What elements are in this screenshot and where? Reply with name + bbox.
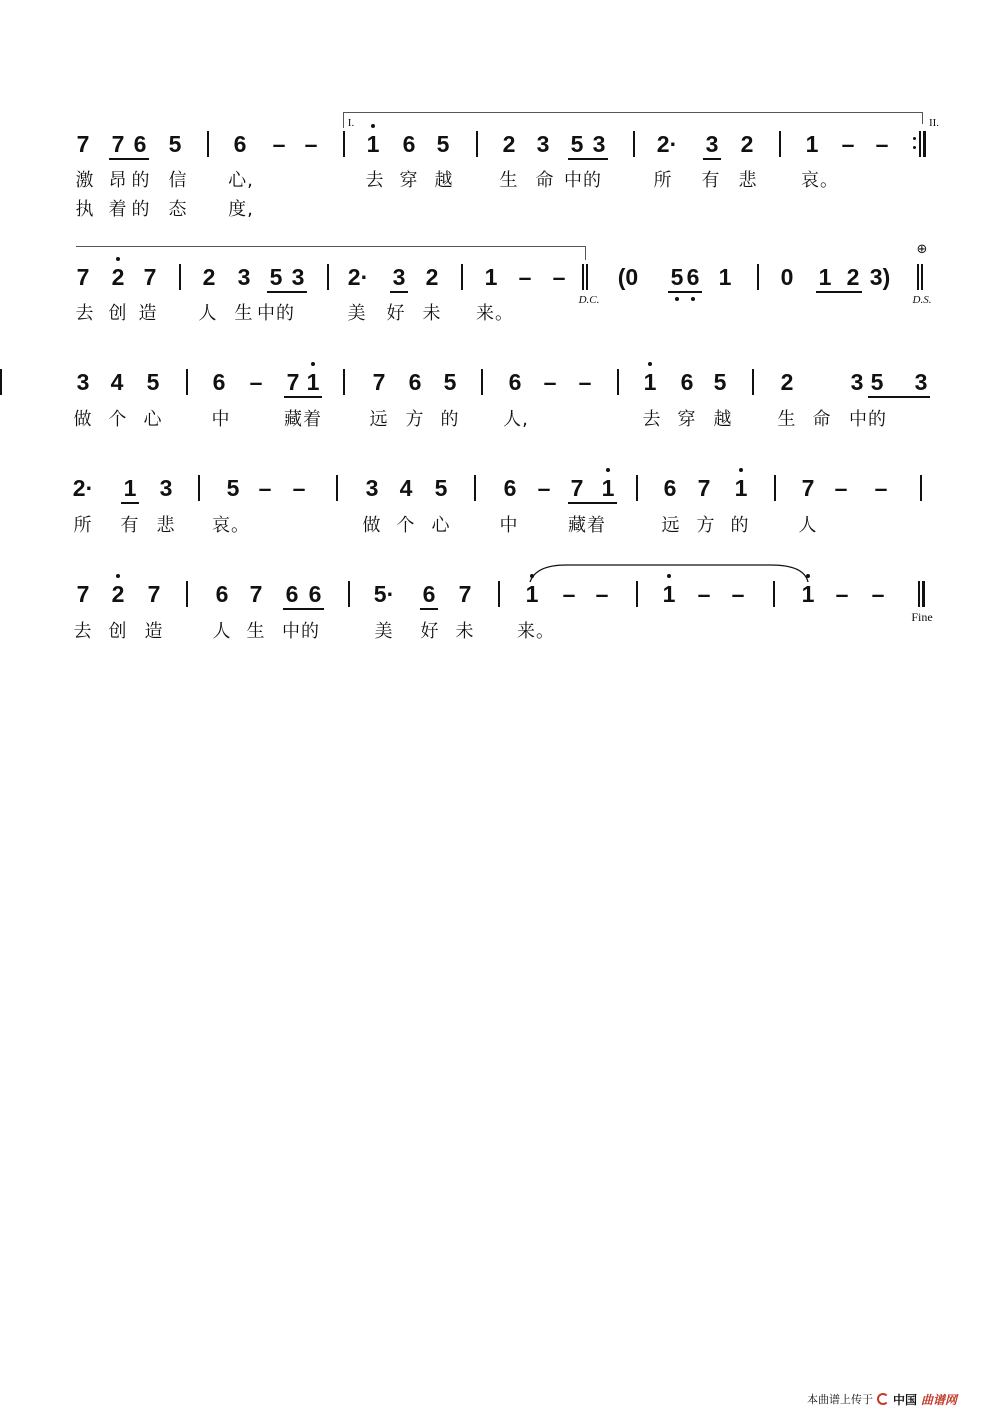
- lyric-syllable: 命: [535, 170, 555, 191]
- note: 1: [818, 264, 832, 290]
- note: –: [595, 581, 609, 607]
- note: 5·: [373, 581, 395, 607]
- note: –: [834, 475, 848, 501]
- lyric-syllable: 藏着: [568, 515, 606, 536]
- lyric-syllable: 来。: [476, 303, 514, 324]
- barline: [779, 131, 781, 157]
- note: –: [258, 475, 272, 501]
- note: 6: [233, 131, 247, 157]
- barline: [636, 475, 638, 501]
- barline: [343, 369, 345, 395]
- eighth-underline: [390, 291, 408, 293]
- octave-high-dot: [311, 362, 315, 366]
- eighth-underline: [668, 291, 702, 293]
- ds-instruction: D.S.: [912, 294, 932, 306]
- note: 1: [662, 581, 676, 607]
- lyric-syllable: 做: [73, 409, 93, 430]
- note: (0: [617, 264, 639, 290]
- note: 3: [237, 264, 251, 290]
- note: 5: [570, 131, 584, 157]
- note: 5: [226, 475, 240, 501]
- double-barline: [922, 581, 925, 607]
- volta-bracket-tick: [343, 112, 344, 128]
- lyric-syllable: 生: [234, 303, 254, 324]
- note: –: [543, 369, 557, 395]
- eighth-underline: [267, 291, 307, 293]
- lyric-syllable: 的: [440, 409, 460, 430]
- lyric-syllable: 的: [131, 170, 151, 191]
- note: 3: [592, 131, 606, 157]
- lyric-syllable: 有: [120, 515, 140, 536]
- barline: [198, 475, 200, 501]
- octave-high-dot: [606, 468, 610, 472]
- note: 3: [914, 369, 928, 395]
- footer-upload-credit: [807, 1389, 957, 1409]
- lyric-syllable: 度,: [228, 199, 254, 220]
- note: 3): [869, 264, 891, 290]
- lyric-syllable: 的: [730, 515, 750, 536]
- note: 2·: [347, 264, 369, 290]
- lyric-syllable: 人: [198, 303, 218, 324]
- note: 1: [484, 264, 498, 290]
- lyric-syllable: 好: [386, 303, 406, 324]
- dc-instruction: D.C.: [578, 294, 600, 306]
- note: 7: [286, 369, 300, 395]
- barline: [474, 475, 476, 501]
- eighth-underline: [868, 396, 930, 398]
- note: 1: [123, 475, 137, 501]
- note: 3: [392, 264, 406, 290]
- eighth-underline: [568, 158, 608, 160]
- note: 5: [269, 264, 283, 290]
- volta-bracket-tick: [922, 112, 923, 124]
- volta-bracket-line: [343, 112, 923, 113]
- barline: [0, 369, 2, 395]
- note: 6: [503, 475, 517, 501]
- lyric-syllable: 造: [138, 303, 158, 324]
- double-barline: [921, 264, 923, 290]
- note: 5: [870, 369, 884, 395]
- note: 7: [801, 475, 815, 501]
- lyric-syllable: 去: [75, 303, 95, 324]
- note: 2: [425, 264, 439, 290]
- lyric-syllable: 个: [396, 515, 416, 536]
- note: 2·: [656, 131, 678, 157]
- note: 5: [436, 131, 450, 157]
- note: 7: [458, 581, 472, 607]
- eighth-underline: [121, 502, 139, 504]
- lyric-syllable: 中: [211, 409, 231, 430]
- note: 2: [111, 264, 125, 290]
- note: 3: [850, 369, 864, 395]
- footer-text: 本曲谱上传于: [807, 1393, 873, 1406]
- note: 5: [670, 264, 684, 290]
- note: 6: [285, 581, 299, 607]
- note: 2: [502, 131, 516, 157]
- note: 6: [402, 131, 416, 157]
- lyric-syllable: 人: [798, 515, 818, 536]
- lyric-syllable: 去: [365, 170, 385, 191]
- lyric-syllable: 哀。: [801, 170, 839, 191]
- fine-instruction: Fine: [911, 610, 933, 624]
- note: 6: [422, 581, 436, 607]
- note: –: [249, 369, 263, 395]
- coda-sign-icon: ⊕: [916, 242, 928, 257]
- lyric-syllable: 生: [777, 409, 797, 430]
- note: 1: [643, 369, 657, 395]
- lyric-syllable: 态: [168, 199, 188, 220]
- note: 3: [291, 264, 305, 290]
- note: 4: [110, 369, 124, 395]
- barline: [327, 264, 329, 290]
- lyric-syllable: 中的: [257, 303, 295, 324]
- note: 5: [443, 369, 457, 395]
- note: 2·: [72, 475, 94, 501]
- lyric-syllable: 心: [143, 409, 163, 430]
- lyric-syllable: 有: [701, 170, 721, 191]
- note: 7: [372, 369, 386, 395]
- lyric-syllable: 着: [108, 199, 128, 220]
- double-barline: [923, 131, 926, 157]
- note: 1: [306, 369, 320, 395]
- eighth-underline: [420, 608, 438, 610]
- double-barline: [586, 264, 588, 290]
- double-barline: [918, 581, 920, 607]
- lyric-syllable: 好: [420, 621, 440, 642]
- lyric-syllable: 去: [73, 621, 93, 642]
- note: 7: [147, 581, 161, 607]
- note: 5: [434, 475, 448, 501]
- repeat-section-line: [76, 246, 586, 247]
- note: –: [875, 131, 889, 157]
- repeat-section-tick: [585, 246, 586, 260]
- lyric-syllable: 执: [75, 199, 95, 220]
- lyric-syllable: 越: [434, 170, 454, 191]
- barline: [186, 581, 188, 607]
- eighth-underline: [284, 396, 322, 398]
- lyric-syllable: 生: [246, 621, 266, 642]
- octave-high-dot: [739, 468, 743, 472]
- note: 7: [76, 131, 90, 157]
- barline: [186, 369, 188, 395]
- lyric-syllable: 心,: [228, 170, 254, 191]
- note: 1: [525, 581, 539, 607]
- note: 7: [76, 581, 90, 607]
- volta-2-label: II.: [928, 117, 940, 129]
- lyric-syllable: 悲: [156, 515, 176, 536]
- note: –: [874, 475, 888, 501]
- barline: [752, 369, 754, 395]
- octave-low-dot: [675, 297, 679, 301]
- lyric-syllable: 来。: [517, 621, 555, 642]
- lyric-syllable: 藏着: [284, 409, 322, 430]
- note: 5: [168, 131, 182, 157]
- note: 2: [111, 581, 125, 607]
- note: 3: [76, 369, 90, 395]
- note: 7: [76, 264, 90, 290]
- octave-high-dot: [648, 362, 652, 366]
- note: 0: [780, 264, 794, 290]
- double-barline: [582, 264, 584, 290]
- note: –: [272, 131, 286, 157]
- lyric-syllable: 美: [374, 621, 394, 642]
- note: 1: [734, 475, 748, 501]
- note: 7: [111, 131, 125, 157]
- note: –: [518, 264, 532, 290]
- note: 5: [146, 369, 160, 395]
- note: 2: [202, 264, 216, 290]
- lyric-syllable: 心: [431, 515, 451, 536]
- note: 7: [143, 264, 157, 290]
- barline: [774, 475, 776, 501]
- eighth-underline: [109, 158, 149, 160]
- note: 6: [680, 369, 694, 395]
- music-site-logo-icon: [877, 1393, 889, 1405]
- lyric-syllable: 创: [108, 303, 128, 324]
- lyric-syllable: 人: [212, 621, 232, 642]
- note: –: [292, 475, 306, 501]
- note: 6: [686, 264, 700, 290]
- lyric-syllable: 的: [131, 199, 151, 220]
- lyric-syllable: 生: [499, 170, 519, 191]
- note: –: [697, 581, 711, 607]
- note: –: [537, 475, 551, 501]
- note: –: [835, 581, 849, 607]
- lyric-syllable: 远: [369, 409, 389, 430]
- note: –: [562, 581, 576, 607]
- volta-1-label: I.: [347, 117, 355, 129]
- lyric-syllable: 造: [144, 621, 164, 642]
- note: –: [304, 131, 318, 157]
- lyric-syllable: 未: [422, 303, 442, 324]
- lyric-syllable: 美: [347, 303, 367, 324]
- note: 3: [536, 131, 550, 157]
- note: –: [841, 131, 855, 157]
- note: 2: [740, 131, 754, 157]
- note: 6: [212, 369, 226, 395]
- note: –: [552, 264, 566, 290]
- note: 1: [805, 131, 819, 157]
- note: 2: [780, 369, 794, 395]
- note: 7: [249, 581, 263, 607]
- barline: [481, 369, 483, 395]
- note: 6: [663, 475, 677, 501]
- note: –: [578, 369, 592, 395]
- barline: [348, 581, 350, 607]
- octave-high-dot: [116, 574, 120, 578]
- note: 7: [697, 475, 711, 501]
- note: 4: [399, 475, 413, 501]
- note: 6: [133, 131, 147, 157]
- barline: [461, 264, 463, 290]
- note: 1: [601, 475, 615, 501]
- note: 5: [713, 369, 727, 395]
- lyric-syllable: 哀。: [212, 515, 250, 536]
- lyric-syllable: 人,: [503, 409, 529, 430]
- double-barline: [919, 131, 921, 157]
- lyric-syllable: 中的: [564, 170, 602, 191]
- note: 3: [705, 131, 719, 157]
- note: 6: [408, 369, 422, 395]
- barline: [207, 131, 209, 157]
- barline: [343, 131, 345, 157]
- tie-slur: [526, 562, 816, 586]
- lyric-syllable: 未: [455, 621, 475, 642]
- eighth-underline: [283, 608, 324, 610]
- note: 3: [159, 475, 173, 501]
- note: 3: [365, 475, 379, 501]
- lyric-syllable: 方: [405, 409, 425, 430]
- double-barline: [917, 264, 919, 290]
- lyric-syllable: 做: [362, 515, 382, 536]
- site-logo-text-accent: 曲谱网: [921, 1392, 958, 1407]
- lyric-syllable: 穿: [399, 170, 419, 191]
- lyric-syllable: 越: [713, 409, 733, 430]
- lyric-syllable: 激: [75, 170, 95, 191]
- barline: [336, 475, 338, 501]
- lyric-syllable: 中: [499, 515, 519, 536]
- lyric-syllable: 创: [108, 621, 128, 642]
- repeat-dot: [913, 137, 916, 140]
- note: 1: [366, 131, 380, 157]
- repeat-dot: [913, 146, 916, 149]
- lyric-syllable: 去: [642, 409, 662, 430]
- lyric-syllable: 中的: [849, 409, 887, 430]
- octave-low-dot: [691, 297, 695, 301]
- note: 6: [308, 581, 322, 607]
- barline: [617, 369, 619, 395]
- barline: [179, 264, 181, 290]
- barline: [633, 131, 635, 157]
- note: 2: [846, 264, 860, 290]
- eighth-underline: [568, 502, 617, 504]
- note: 1: [718, 264, 732, 290]
- lyric-syllable: 所: [653, 170, 673, 191]
- barline: [757, 264, 759, 290]
- barline: [920, 475, 922, 501]
- lyric-syllable: 方: [696, 515, 716, 536]
- octave-high-dot: [371, 124, 375, 128]
- tie-slur-curve: [530, 565, 808, 582]
- eighth-underline: [816, 291, 862, 293]
- lyric-syllable: 穿: [677, 409, 697, 430]
- note: 1: [801, 581, 815, 607]
- octave-high-dot: [116, 257, 120, 261]
- note: –: [731, 581, 745, 607]
- lyric-syllable: 所: [73, 515, 93, 536]
- eighth-underline: [703, 158, 721, 160]
- note: 6: [508, 369, 522, 395]
- lyric-syllable: 悲: [738, 170, 758, 191]
- lyric-syllable: 远: [661, 515, 681, 536]
- note: 7: [570, 475, 584, 501]
- barline: [476, 131, 478, 157]
- note: 6: [215, 581, 229, 607]
- lyric-syllable: 信: [168, 170, 188, 191]
- lyric-syllable: 个: [108, 409, 128, 430]
- site-logo-text: 中国: [893, 1392, 918, 1407]
- lyric-syllable: 昂: [108, 170, 128, 191]
- lyric-syllable: 中的: [282, 621, 320, 642]
- barline: [498, 581, 500, 607]
- lyric-syllable: 命: [812, 409, 832, 430]
- note: –: [871, 581, 885, 607]
